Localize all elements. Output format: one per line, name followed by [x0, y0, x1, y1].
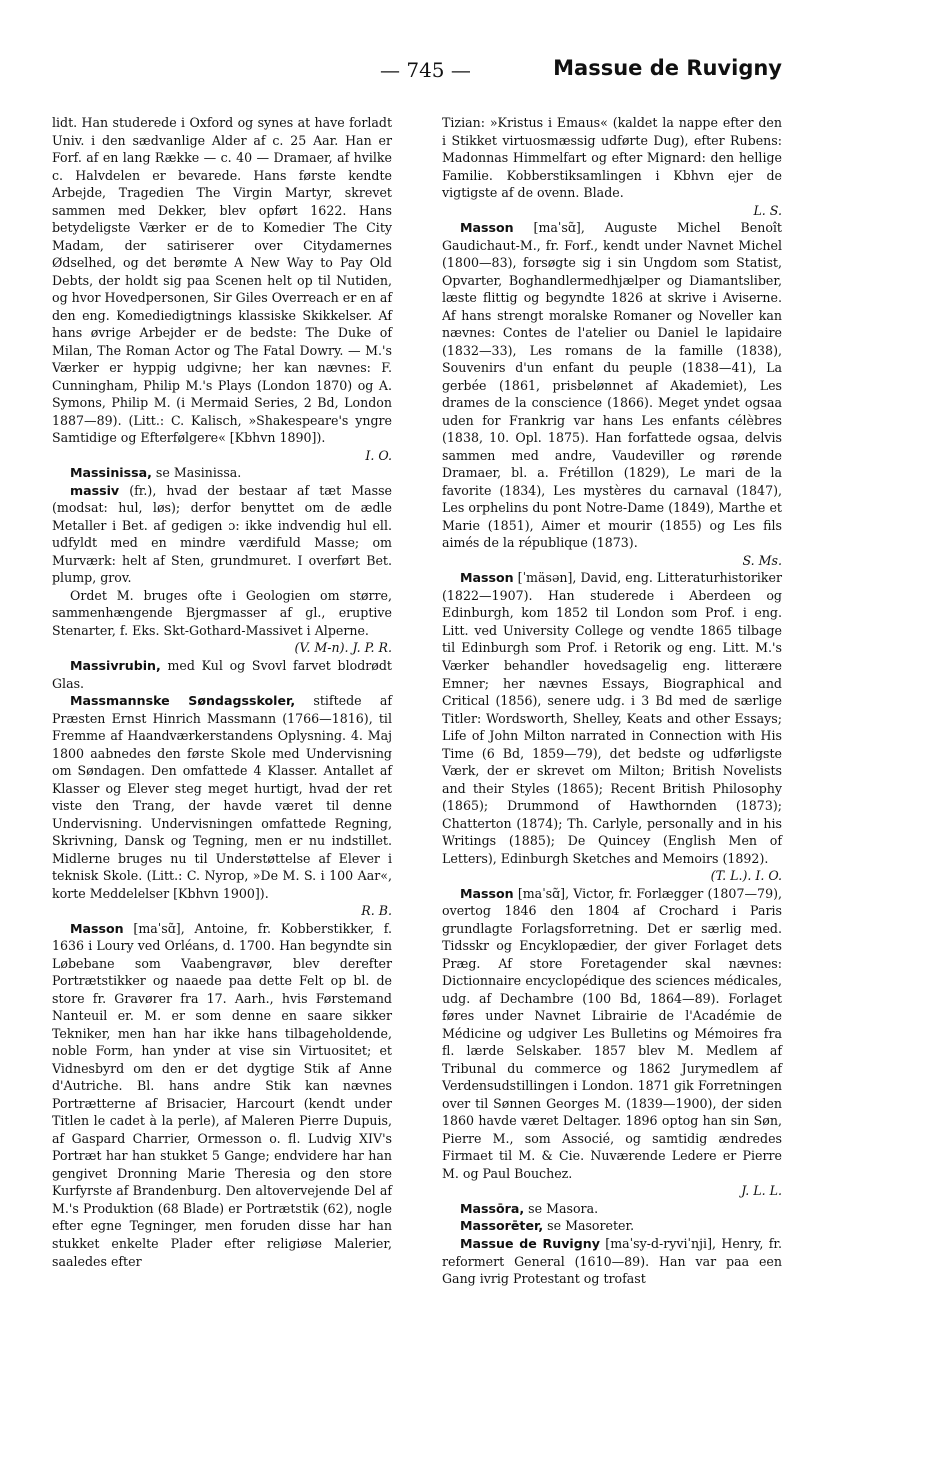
headword: Massue de Ruvigny [460, 1236, 600, 1251]
entry-signature: R. B. [361, 903, 392, 919]
entry-masson-auguste [442, 219, 782, 569]
entry-text: stiftede af Præsten Ernst Hinrich Massmann (1766—1816), til Fremme af Haandværkerstandens Oplysning. 4. Maj 1800 aabnedes den første Skole med Undervisning om Søndagen. Den omfattede 4 Klasser. Antallet af Klasser og Elever steg meget hurtigt, hvad der ret viste den Trang, der havde været til denne Undervisning. Undervisningen omfattede Regning, Skrivning, Dansk og Tegning, men er nu indstillet. Midlerne bruges nu til Understøttelse af Elever i teknisk Skole. (Litt.: C. Nyrop, »De M. S. i 100 Aar«, korte Meddelelser [Kbhvn 1900]). [52, 693, 393, 901]
entry-text: med Kul og Svovl farvet blodrødt Glas. [52, 657, 392, 691]
entry-text: Tizian: »Kristus i Emaus« (kaldet la nappe efter den i Stikket virtuosmæssig udførte Dug), efter Rubens: Madonnas Himmelfart og efter Mignard: den hellige Familie. Kobberstiksamlingen i Kbhvn ejer de vigtigste af de ovenn. Blade. [442, 115, 782, 201]
headword: Massorēter, [460, 1218, 544, 1234]
entry-massinissa [52, 464, 392, 482]
entry-signature: J. L. L. [741, 1183, 782, 1199]
headword: Massinissa, [70, 465, 152, 481]
entry-signature: (T. L.). I. O. [710, 868, 782, 884]
headword: Masson [70, 920, 124, 936]
entry-text: se Masinissa. [151, 465, 242, 481]
entry-massinger-continued [52, 114, 392, 464]
entry-signature: (V. M-n). J. P. R. [294, 640, 392, 656]
entry-text: lidt. Han studerede i Oxford og synes at have forladt Univ. i den sædvanlige Alder af c. 25 Aar. Han er Forf. af en lang Række — c. 40 — Dramaer, af hvilke c. Halvdelen er bevarede. Hans første kendte Arbejde, Tragedien The Virgin Martyr, skrevet sammen med Dekker, blev opført 1622. Hans betydeligste Værker er de to Komedier The City Madam, der satiriserer over Citydamernes Ødselhed, og det berømte A New Way to Pay Old Debts, der holdt sig paa Scenen helt op til Nutiden, og hvor Hovedpersonen, Sir Giles Overreach er en af den eng. Komediedigtnings klassiske Skikkelser. Af hans øvrige Arbejder er de bedste: The Duke of Milan, The Roman Actor og The Fatal Dowry. — M.'s Værker er hyppig udgivne; her kan nævnes: F. Cunningham, Philip M.'s Plays (London 1870) og A. Symons, Philip M. (i Mermaid Series, 2 Bd, London 1887—89). (Litt.: C. Kalisch, »Shakespeare's yngre Samtidige og Efterfølgere« [Kbhvn 1890]). [52, 115, 392, 446]
headword: Massmannske Søndagsskoler, [70, 693, 296, 709]
headword: Masson [460, 885, 514, 901]
entry-massue-de-ruvigny [442, 1235, 782, 1288]
entry-text: se Masoreter. [543, 1218, 635, 1234]
entry-massora [442, 1200, 782, 1218]
entry-text: (fr.), hvad der bestaar af tæt Masse (modsat: hul, løs); derfor benyttet om de ædle Metaller i Bet. af gedigen ɔ: ikke indvendig hul ell. udfyldt med en mindre værdifuld Masse; om Murværk: helt af Sten, grundmuret. I overført Bet. plump, grov. [52, 482, 392, 586]
entry-text: se Masora. [524, 1200, 599, 1216]
entry-massiv-geology [52, 587, 392, 657]
entry-masson-antoine [52, 920, 392, 1270]
entry-masson-victor [442, 885, 782, 1200]
page-header [0, 54, 928, 90]
headword: massiv [70, 482, 120, 498]
entry-masson-antoine-continued [442, 114, 782, 219]
headword: Masson [460, 220, 514, 236]
entry-text: [maˈsy-d-ryviˈnji], Henry, fr. reformert General (1610—89). Han var paa een Gang ivrig Protestant og trofast [442, 1236, 783, 1287]
entry-massmannske [52, 692, 392, 920]
entry-text: Ordet M. bruges ofte i Geologien om større, sammenhængende Bjergmasser af gl., eruptive Stenarter, f. Eks. Skt-Gothard-Massivet i Alperne. [52, 587, 392, 638]
right-column [442, 114, 782, 1288]
entry-text: [maˈsɑ̃], Victor, fr. Forlægger (1807—79), overtog 1846 den 1804 af Crochard i Paris grundlagte Forlagsforretning. Det er særlig med. Tidsskr og Encyklopædier, der giver Forlaget dets Præg. Af store Foretagender skal nævnes: Dictionnaire encyclopédique des sciences médicales, udg. af Dechambre (100 Bd, 1864—89). Forlaget føres under Navnet Librairie de l'Académie de Médicine og udgiver Les Bulletins og Mémoires fra fl. lærde Selskaber. 1857 blev M. Medlem af Tribunal du commerce og 1862 Jurymedlem af Verdensudstillingen i London. 1871 gik Forretningen over til Sønnen Georges M. (1839—1900), der siden 1860 havde været Deltager. 1896 optog han sin Søn, Pierre M., som Associé, og samtidig ændredes Firmaet til M. & Cie. Nuværende Ledere er Pierre M. og Paul Bouchez. [442, 885, 782, 1181]
entry-text: [ˈmäsən], David, eng. Litteraturhistoriker (1822—1907). Han studerede i Aberdeen og Edinburgh, kom 1852 til London som Prof. i eng. Litt. ved University College og vendte 1865 tilbage til Edinburgh som Prof. i Retorik og eng. Litt. M.'s Værker behandler hovedsagelig eng. litterære Emner; her nævnes Essays, Biographical and Critical (1856), senere udg. i 3 Bd med de særlige Titler: Wordsworth, Shelley, Keats and other Essays; Life of John Milton narrated in Connection with His Time (6 Bd, 1859—79), det bedste og udførligste Værk, der er skrevet om Milton; British Novelists and their Styles (1865); Recent British Philosophy (1865); Drummond of Hawthornden (1873); Chatterton (1874); Th. Carlyle, personally and in his Writings (1885); De Quincey (English Men of Letters), Edinburgh Sketches and Memoirs (1892). [442, 570, 782, 866]
entry-masson-david [442, 569, 782, 884]
page-number: — 745 — [380, 58, 471, 82]
entry-signature: L. S. [753, 202, 782, 218]
entry-massoreter [442, 1217, 782, 1235]
headword: Masson [460, 570, 514, 586]
entry-massiv [52, 482, 392, 587]
entry-text: [maˈsɑ̃], Antoine, fr. Kobberstikker, f. 1636 i Loury ved Orléans, d. 1700. Han begyndte sin Løbebane som Vaabengravør, blev derefter Portrætstikker og naaede paa dette Felt op bl. de store fr. Gravører fra 17. Aarh., hvis Førstemand Nanteuil er. M. er som denne en saare sikker Tekniker, men han har ikke hans tilbageholdende, noble Form, han ynder at vise sin Virtuositet; et Vidnesbyrd om den er det dygtige Stik af Anne d'Autriche. Bl. hans andre Stik kan nævnes Portrætterne af Brisacier, Harcourt (kendt under Titlen le cadet à la perle), af Maleren Pierre Dupuis, af Gaspard Charrier, Ormesson o. fl. Ludvig XIV's Portræt har han stukket 5 Gange; endvidere har han gengivet Dronning Marie Theresia og den store Kurfyrste af Brandenburg. Den altovervejende Del af M.'s Produktion (68 Blade) er Portrætstik (62), nogle efter egne Tegninger, men foruden disse har han stukket enkelte Plader efter religiøse Malerier, saaledes efter [52, 920, 392, 1269]
entry-text: [maˈsɑ̃], Auguste Michel Benoît Gaudichaut-M., fr. Forf., kendt under Navnet Michel (1800—83), forsøgte sig i sin Ungdom som Statist, Opvarter, Boghandlermedhjælper og Diamantsliber, læste flittig og begyndte 1826 at skrive i Aviserne. Af hans strengt moralske Romaner og Noveller kan nævnes: Contes de l'atelier ou Daniel le lapidaire (1832—33), Les romans de la famille (1838), Souvenirs d'un enfant du peuple (1838—41), La gerbée (1861, prisbelønnet af Akademiet), Les drames de la conscience (1866). Meget yndet ogsaa uden for Frankrig var hans Les enfants célèbres (1838, 10. Opl. 1875). Han forfattede ogsaa, delvis sammen med andre, Vaudeviller og rørende Dramaer, bl. a. Frétillon (1829), Le mari de la favorite (1834), Les mystères du carnaval (1847), Les orphelins du pont Notre-Dame (1849), Marthe et Marie (1851), Aimer et mourir (1855) og Les fils aimés de la république (1873). [442, 220, 782, 551]
entry-signature: S. Ms. [742, 552, 782, 568]
left-column [52, 114, 392, 1270]
headword: Massivrubin, [70, 657, 161, 673]
running-title: Massue de Ruvigny [553, 56, 782, 80]
entry-massivrubin [52, 657, 392, 692]
entry-signature: I. O. [365, 447, 392, 463]
headword: Massōra, [460, 1200, 525, 1216]
